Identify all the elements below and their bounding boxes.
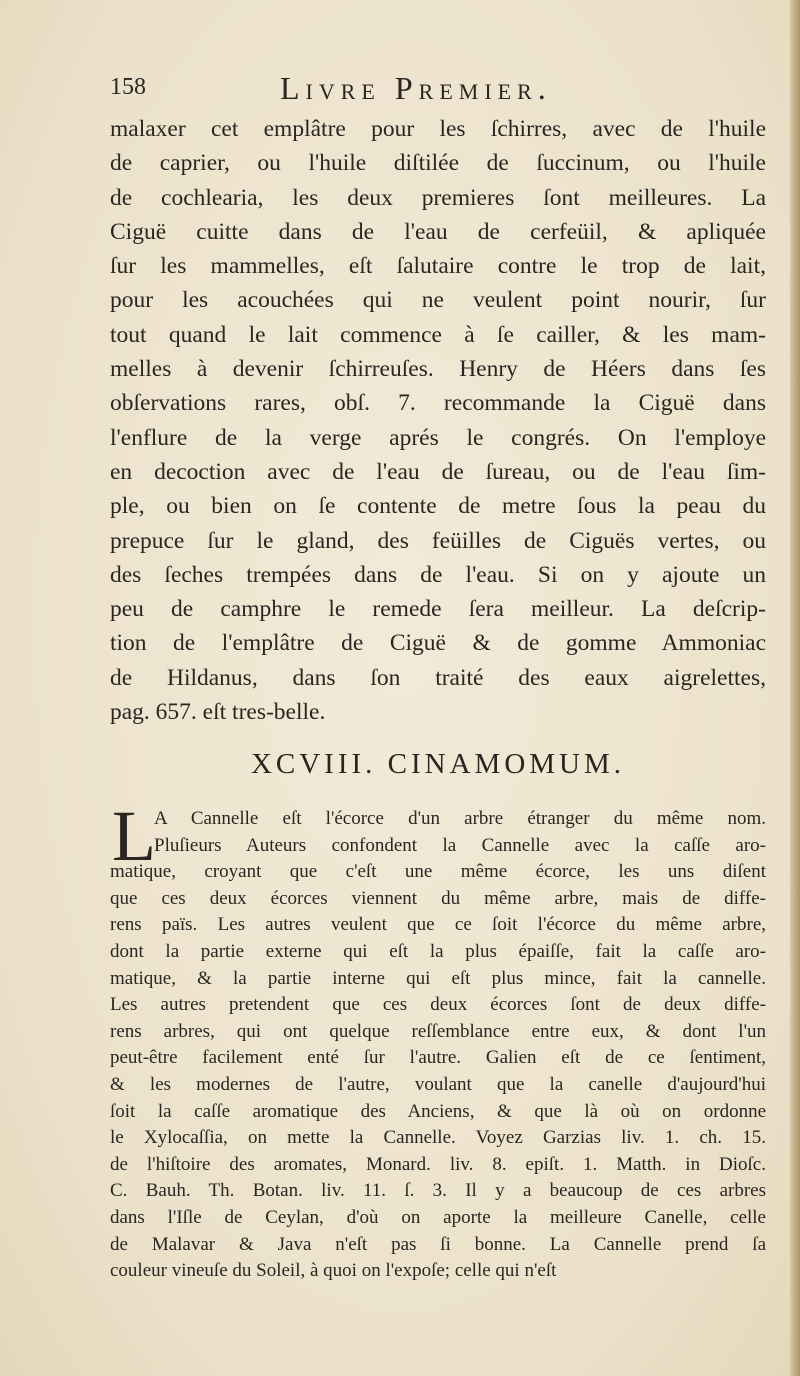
section-heading: XCVIII. CINAMOMUM.	[250, 748, 626, 780]
text-line: Ciguë cuitte dans de l'eau de cerfeüil, & apliquée	[110, 218, 766, 245]
text-line: le Xylocaſſia, on mette la Cannelle. Voyez Garzias liv. 1. ch. 15.	[110, 1127, 766, 1149]
text-line: malaxer cet emplâtre pour les ſchirres, avec de l'huile	[110, 116, 766, 142]
text-line: de Hildanus, dans ſon traité des eaux aigrelettes,	[110, 664, 766, 691]
running-title: Livre Premier.	[280, 70, 552, 106]
text-line: de caprier, ou l'huile diſtilée de ſuccinum, ou l'huile	[110, 150, 766, 177]
drop-cap: L	[112, 796, 156, 876]
text-line: matique, & la partie interne qui eſt plus mince, fait la cannelle.	[110, 967, 766, 989]
text-line: obſervations rares, obſ. 7. recommande la Ciguë dans	[110, 390, 766, 417]
text-line: melles à devenir ſchirreuſes. Henry de Héers dans ſes	[110, 356, 766, 383]
text-line: Les autres pretendent que ces deux écorces ſont de deux diffe-	[110, 994, 766, 1016]
text-line: peut-être facilement enté ſur l'autre. Galien eſt de ce ſentiment,	[110, 1047, 766, 1069]
text-line: couleur vineuſe du Soleil, à quoi on l'expoſe; celle qui n'eſt	[110, 1260, 557, 1282]
text-line: & les modernes de l'autre, voulant que la canelle d'aujourd'hui	[110, 1073, 766, 1095]
text-line: A Cannelle eſt l'écorce d'un arbre étranger du même nom.	[154, 808, 766, 829]
text-line: en decoction avec de l'eau de ſureau, ou de l'eau ſim-	[110, 458, 766, 485]
text-line: rens arbres, qui ont quelque reſſemblance entre eux, & dont l'un	[110, 1020, 766, 1042]
text-line: dont la partie externe qui eſt la plus épaiſſe, fait la caſſe aro-	[110, 940, 766, 962]
text-line: de Malavar & Java n'eſt pas ſi bonne. La Cannelle prend ſa	[110, 1233, 766, 1255]
text-line: prepuce ſur le gland, des feüilles de Ciguës vertes, ou	[110, 527, 766, 554]
text-line: de l'hiſtoire des aromates, Monard. liv. 8. epiſt. 1. Matth. in Dioſc.	[110, 1153, 766, 1175]
text-line: que ces deux écorces viennent du même arbre, mais de diffe-	[110, 887, 766, 909]
text-line: pour les acouchées qui ne veulent point nourir, ſur	[110, 287, 766, 314]
text-line: l'enflure de la verge aprés le congrés. On l'employe	[110, 424, 766, 451]
text-line: tout quand le lait commence à ſe cailler, & les mam-	[110, 321, 766, 348]
text-line: C. Bauh. Th. Botan. liv. 11. ſ. 3. Il y a beaucoup de ces arbres	[110, 1180, 766, 1202]
text-line: ſur les mammelles, eſt ſalutaire contre le trop de lait,	[110, 253, 766, 280]
page-edge	[790, 0, 800, 1376]
text-line: des ſeches trempées dans de l'eau. Si on y ajoute un	[110, 561, 766, 588]
text-line: tion de l'emplâtre de Ciguë & de gomme Ammoniac	[110, 630, 766, 657]
paragraph-ciguë	[110, 112, 766, 729]
text-line: matique, croyant que c'eſt une même écorce, les uns diſent	[110, 861, 766, 883]
text-line: ſoit la caſſe aromatique des Anciens, & que là où on ordonne	[110, 1100, 766, 1122]
text-line: de cochlearia, les deux premieres ſont meilleures. La	[110, 184, 766, 211]
text-line: pag. 657. eſt tres-belle.	[110, 699, 326, 726]
text-line: Pluſieurs Auteurs confondent la Cannelle avec la caſſe aro-	[154, 834, 766, 856]
text-line: peu de camphre le remede ſera meilleur. La deſcrip-	[110, 596, 766, 623]
page-number: 158	[110, 74, 146, 100]
page-header	[110, 70, 670, 110]
text-line: dans l'Iſle de Ceylan, d'où on aporte la meilleure Canelle, celle	[110, 1206, 766, 1228]
text-line: ple, ou bien on ſe contente de metre ſous la peau du	[110, 493, 766, 520]
text-line: rens païs. Les autres veulent que ce ſoit l'écorce du même arbre,	[110, 914, 766, 936]
paragraph-cinamomum	[110, 796, 766, 1285]
